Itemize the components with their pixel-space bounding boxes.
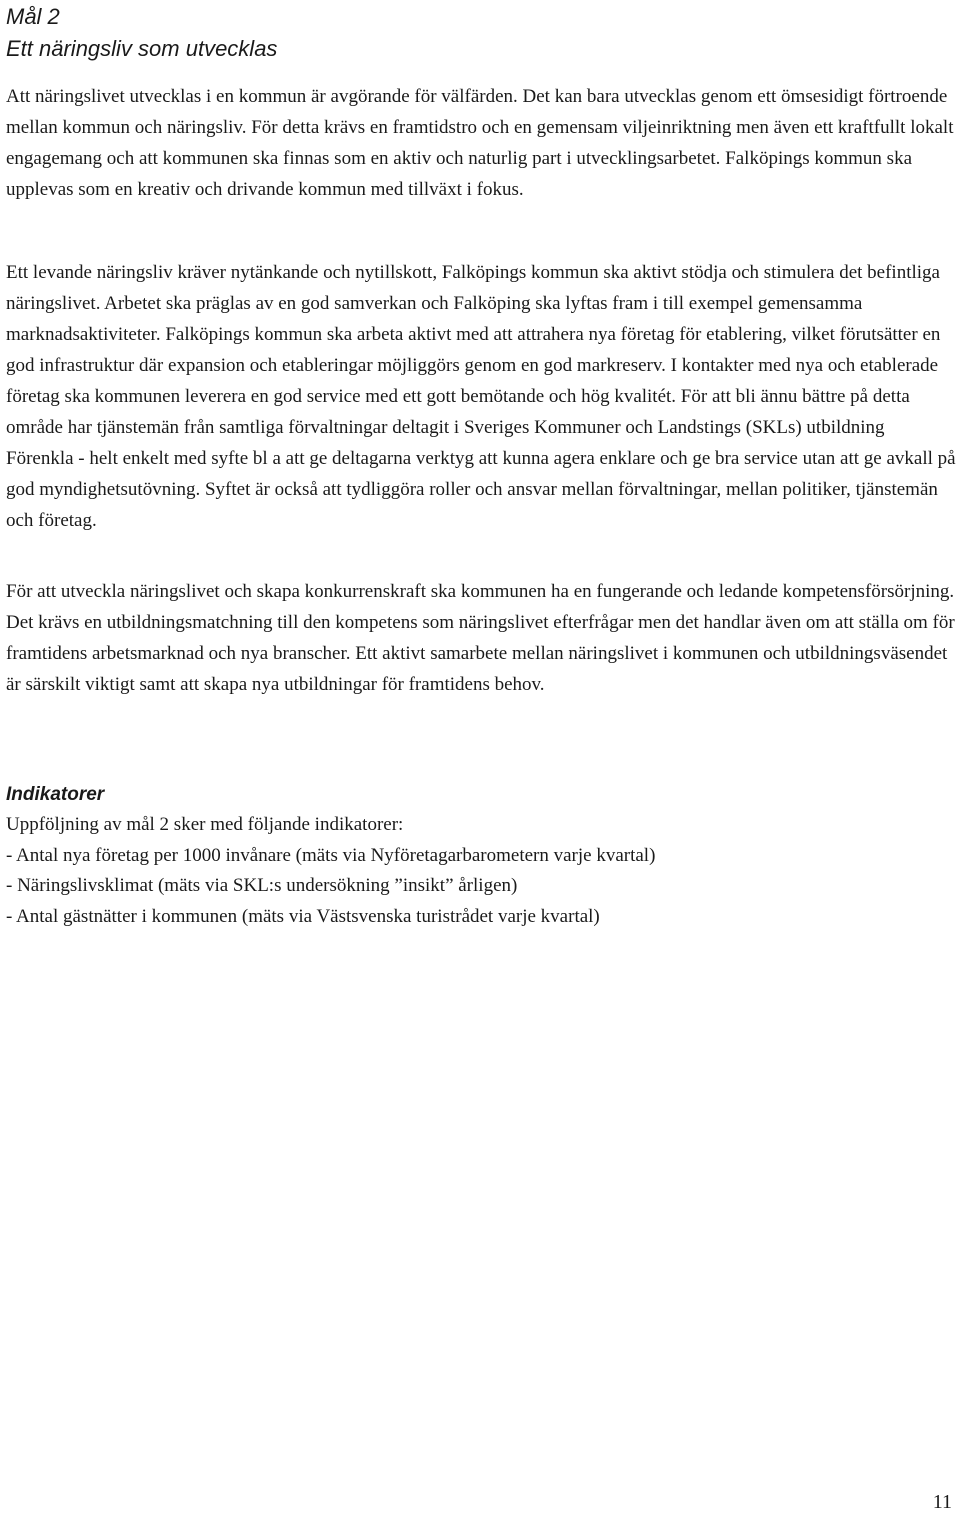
paragraph-intro: Att näringslivet utvecklas i en kommun är avgörande för välfärden. Det kan bara utvecklas genom ett ömsesidigt förtroende mellan kommun och näringsliv. För detta krävs en framtidstro och en gemensam viljeinriktning men även ett kraftfullt lokalt engagemang och att kommunen ska finnas som en aktiv och naturlig part i utvecklingsarbetet. Falköpings kommun ska upplevas som en kreativ och drivande kommun med tillväxt i fokus. <box>6 86 954 200</box>
paragraph-business-support: Ett levande näringsliv kräver nytänkande och nytillskott, Falköpings kommun ska aktivt stödja och stimulera det befintliga näringslivet. Arbetet ska präglas av en god samverkan och Falköping ska lyftas fram i till exempel gemensamma marknadsaktiviteter. Falköpings kommun ska arbeta aktivt med att attrahera nya företag för etablering, vilket förutsätter en god infrastruktur där expansion och etableringar möjliggörs genom en god markreserv. I kontakter med nya och etablerade företag ska kommunen leverera en god service med ett gott bemötande och hög kvalitét. För att bli ännu bättre på detta område har tjänstemän från samtliga förvaltningar deltagit i Sveriges Kommuner och Landstings (SKLs) utbildning Förenkla - helt enkelt med syfte bl a att ge deltagarna verktyg att kunna agera enklare och ge bra service utan att ge avkall på god myndighetsutövning. Syftet är också att tydliggöra roller och ansvar mellan förvaltningar, mellan politiker, tjänstemän och företag. <box>6 262 956 531</box>
goal-number-heading: Mål 2 <box>6 4 60 29</box>
indicator-item: - Antal nya företag per 1000 invånare (mäts via Nyföretagarbarometern varje kvartal) <box>6 844 656 866</box>
indicators-heading: Indikatorer <box>6 784 105 805</box>
indicators-intro-line: Uppföljning av mål 2 sker med följande indikatorer: <box>6 814 404 835</box>
goal-title-heading: Ett näringsliv som utvecklas <box>6 36 278 61</box>
indicators-list <box>6 810 956 932</box>
page-number: 11 <box>932 1491 952 1513</box>
indicator-item: - Antal gästnätter i kommunen (mäts via Västsvenska turistrådet varje kvartal) <box>6 905 600 927</box>
indicator-item: - Näringslivsklimat (mäts via SKL:s undersökning ”insikt” årligen) <box>6 875 518 896</box>
paragraph-competence: För att utveckla näringslivet och skapa konkurrenskraft ska kommunen ha en fungerande och ledande kompetensförsörjning. Det krävs en utbildningsmatchning till den kompetens som näringslivet efterfrågar men det handlar även om att ställa om för framtidens arbetsmarknad och nya branscher. Ett aktivt samarbete mellan näringslivet i kommunen och utbildningsväsendet är särskilt viktigt samt att skapa nya utbildningar för framtidens behov. <box>6 581 955 695</box>
